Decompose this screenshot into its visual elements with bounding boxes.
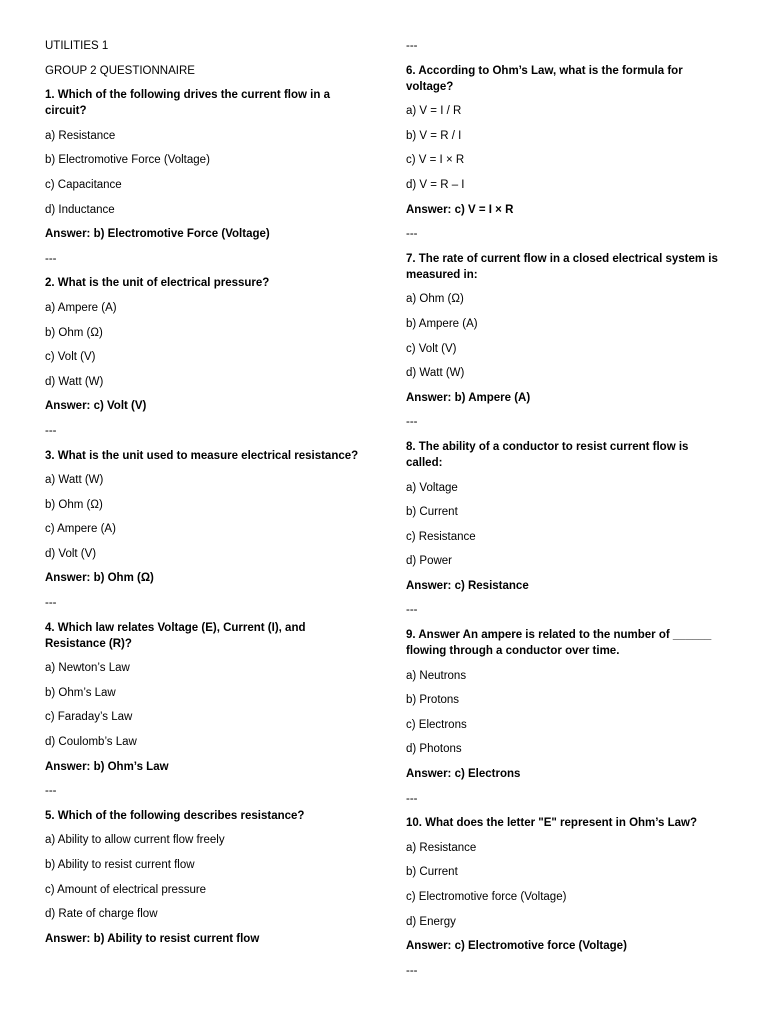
option: a) Voltage	[406, 481, 458, 494]
option: c) Electrons	[406, 718, 467, 731]
option: b) Protons	[406, 694, 460, 707]
question-2: 2. What is the unit of electrical pressure?	[45, 277, 270, 290]
answer-6: Answer: c) V = I × R	[406, 203, 514, 216]
question-7: 7. The rate of current flow in a closed electrical system is measured in:	[406, 252, 718, 281]
question-8: 8. The ability of a conductor to resist current flow is called:	[406, 440, 689, 469]
answer-8: Answer: c) Resistance	[406, 579, 529, 592]
separator: ---	[45, 597, 57, 610]
option: c) V = I × R	[406, 154, 465, 167]
separator: ---	[45, 252, 57, 265]
option: a) Ohm (Ω)	[406, 293, 464, 306]
answer-7: Answer: b) Ampere (A)	[406, 391, 531, 404]
answer-1: Answer: b) Electromotive Force (Voltage)	[45, 228, 270, 241]
separator: ---	[406, 604, 418, 617]
option: c) Volt (V)	[406, 342, 457, 355]
separator: ---	[406, 964, 418, 977]
option: a) Resistance	[45, 129, 116, 142]
question-4: 4. Which law relates Voltage (E), Current (I), and Resistance (R)?	[45, 621, 306, 650]
option: d) Photons	[406, 743, 462, 756]
question-10: 10. What does the letter "E" represent in Ohm’s Law?	[406, 817, 698, 830]
option: b) Ampere (A)	[406, 317, 478, 330]
separator: ---	[45, 785, 57, 798]
option: c) Faraday’s Law	[45, 711, 133, 724]
left-column	[45, 38, 365, 955]
right-column	[406, 38, 726, 987]
answer-10: Answer: c) Electromotive force (Voltage)	[406, 940, 627, 953]
option: b) Ability to resist current flow	[45, 859, 195, 871]
option: d) Watt (W)	[406, 367, 465, 380]
option: c) Capacitance	[45, 178, 122, 191]
option: b) Current	[406, 866, 458, 879]
option: d) Rate of charge flow	[45, 908, 158, 921]
option: c) Volt (V)	[45, 351, 96, 364]
separator: ---	[406, 228, 418, 241]
separator: ---	[406, 40, 418, 52]
option: a) V = I / R	[406, 105, 462, 118]
option: a) Ability to allow current flow freely	[45, 834, 225, 847]
option: b) Ohm (Ω)	[45, 498, 103, 511]
option: d) Power	[406, 555, 453, 568]
question-9: 9. Answer An ampere is related to the number of ______ flowing through a conductor over time.	[406, 629, 712, 658]
option: d) Watt (W)	[45, 375, 104, 388]
doc-subtitle: GROUP 2 QUESTIONNAIRE	[45, 64, 195, 77]
option: b) Ohm’s Law	[45, 686, 116, 699]
option: b) Ohm (Ω)	[45, 326, 103, 339]
question-6: 6. According to Ohm’s Law, what is the formula for voltage?	[406, 64, 683, 93]
option: d) Coulomb’s Law	[45, 736, 137, 749]
option: c) Amount of electrical pressure	[45, 883, 207, 896]
option: d) Energy	[406, 915, 456, 928]
doc-title: UTILITIES 1	[45, 40, 109, 52]
answer-3: Answer: b) Ohm (Ω)	[45, 572, 154, 585]
option: a) Watt (W)	[45, 474, 104, 487]
option: d) Inductance	[45, 203, 115, 216]
separator: ---	[45, 424, 57, 437]
option: a) Neutrons	[406, 669, 467, 682]
option: c) Ampere (A)	[45, 523, 116, 536]
option: b) V = R / I	[406, 129, 462, 142]
option: c) Electromotive force (Voltage)	[406, 891, 567, 903]
option: a) Ampere (A)	[45, 301, 117, 314]
question-1: 1. Which of the following drives the current flow in a circuit?	[45, 89, 330, 118]
option: b) Current	[406, 506, 458, 519]
answer-9: Answer: c) Electrons	[406, 768, 521, 781]
option: a) Newton’s Law	[45, 662, 130, 675]
answer-2: Answer: c) Volt (V)	[45, 400, 147, 413]
question-3: 3. What is the unit used to measure electrical resistance?	[45, 449, 359, 462]
option: c) Resistance	[406, 530, 476, 543]
separator: ---	[406, 792, 418, 805]
option: d) V = R – I	[406, 178, 465, 191]
option: a) Resistance	[406, 841, 477, 854]
option: d) Volt (V)	[45, 547, 97, 560]
answer-5: Answer: b) Ability to resist current flow	[45, 932, 260, 945]
separator: ---	[406, 416, 418, 429]
option: b) Electromotive Force (Voltage)	[45, 154, 210, 167]
question-5: 5. Which of the following describes resistance?	[45, 809, 305, 822]
answer-4: Answer: b) Ohm’s Law	[45, 760, 169, 773]
